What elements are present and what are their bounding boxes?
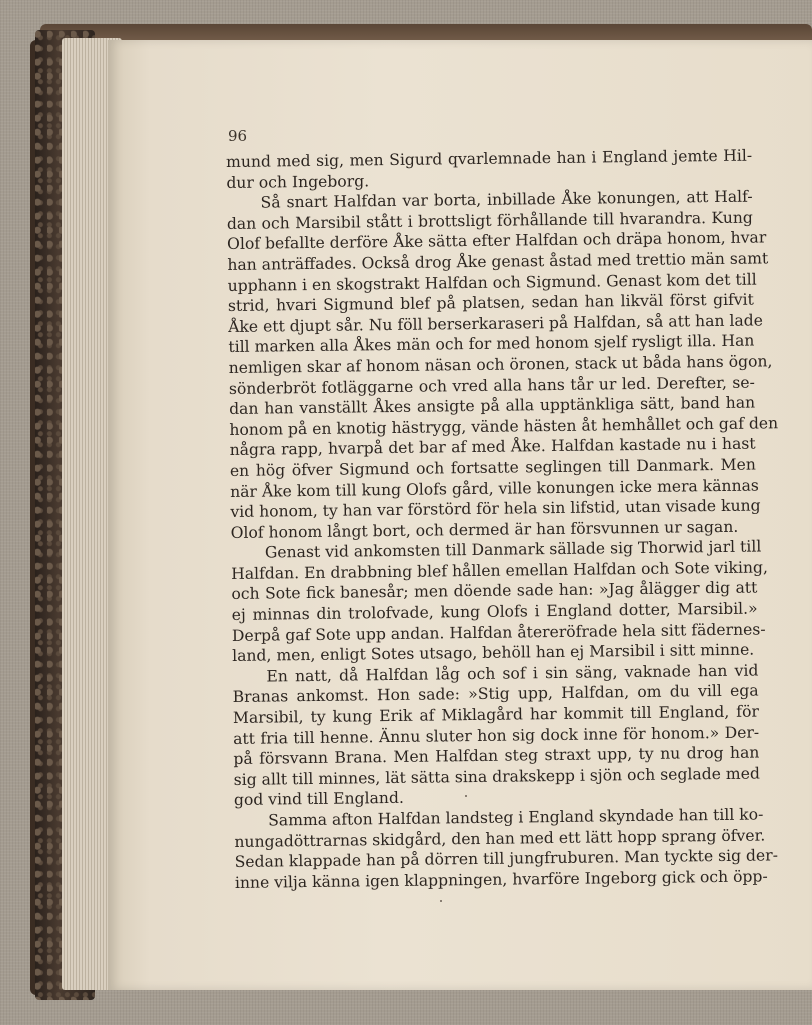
text-line: mund med sig, men Sigurd qvarlemnade han i England jemte Hil- bbox=[226, 146, 753, 171]
text-line: inne vilja känna igen klappningen, hvarföre Ingeborg gick och öpp- bbox=[234, 867, 768, 892]
text-line: Åke ett djupt sår. Nu föll berserkaraseri på Halfdan, så att han lade bbox=[228, 311, 764, 336]
text-line: Olof honom långt bort, och dermed är han försvunnen ur sagan. bbox=[230, 517, 739, 542]
text-line: när Åke kom till kung Olofs gård, ville konungen icke mera kännas bbox=[230, 476, 759, 501]
text-line: på försvann Brana. Men Halfdan steg straxt upp, ty nu drog han bbox=[233, 743, 760, 769]
text-line: Sedan klappade han på dörren till jungfruburen. Man tyckte sig der- bbox=[234, 846, 779, 872]
text-line: nungadöttrarnas skidgård, den han med ett lätt hopp sprang öfver. bbox=[234, 826, 766, 851]
text-line: han anträffades. Också drog Åke genast åstad med trettio män samt bbox=[227, 249, 769, 274]
text-line: vid honom, ty han var förstörd för hela sin lifstid, utan visade kung bbox=[230, 496, 761, 522]
text-line: Olof befallte derföre Åke sätta efter Halfdan och dräpa honom, hvar bbox=[227, 228, 767, 254]
text-line: Branas ankomst. Hon sade: »Stig upp, Halfdan, om du vill ega bbox=[232, 681, 759, 707]
text-line: strid, hvari Sigmund blef på platsen, sedan han likväl först gifvit bbox=[227, 290, 754, 316]
text-line: ej minnas din trolofvade, kung Olofs i England dotter, Marsibil.» bbox=[231, 599, 758, 625]
text-line: Derpå gaf Sote upp andan. Halfdan återeröfrade hela sitt fädernes- bbox=[231, 620, 766, 645]
text-line: god vind till England. bbox=[233, 789, 404, 810]
text-line: till marken alla Åkes män och for med honom sjelf rysligt illa. Han bbox=[228, 331, 755, 357]
text-line: en hög öfver Sigmund och fortsatte seglingen till Danmark. Men bbox=[229, 455, 756, 480]
text-line: sönderbröt fotläggarne och vred alla hans tår ur led. Derefter, se- bbox=[228, 373, 755, 398]
text-line: nemligen skar af honom näsan och öronen, stack ut båda hans ögon, bbox=[228, 352, 773, 377]
text-line: dan han vanställt Åkes ansigte på alla upptänkliga sätt, band han bbox=[229, 393, 756, 419]
text-line: upphann i en skogstrakt Halfdan och Sigmund. Genast kom det till bbox=[227, 270, 757, 295]
text-line: dur och Ingeborg. bbox=[226, 171, 370, 192]
text-line: några rapp, hvarpå det bar af med Åke. Halfdan kastade nu i hast bbox=[229, 434, 756, 460]
text-line: att fria till henne. Ännu sluter hon sig dock inne för honom.» Der- bbox=[233, 723, 760, 748]
text-line: och Sote fick banesår; men döende sade han: »Jag ålägger dig att bbox=[231, 579, 758, 604]
text-line: Genast vid ankomsten till Danmark sällade sig Thorwid jarl till bbox=[264, 537, 762, 562]
paper-speck bbox=[440, 900, 442, 902]
text-line: land, men, enligt Sotes utsago, behöll han ej Marsibil i sitt minne. bbox=[232, 640, 755, 666]
text-line: Så snart Halfdan var borta, inbillade Åke konungen, att Half- bbox=[260, 187, 753, 212]
text-line: Samma afton Halfdan landsteg i England skyndade han till ko- bbox=[268, 805, 764, 830]
text-line: Marsibil, ty kung Erik af Miklagård har kommit till England, för bbox=[232, 702, 759, 727]
text-line: honom på en knotig hästrygg, vände hästen åt hemhållet och gaf den bbox=[229, 413, 779, 439]
text-line: En natt, då Halfdan låg och sof i sin säng, vaknade han vid bbox=[266, 661, 759, 686]
text-line: sig allt till minnes, lät sätta sina drakskepp i sjön och seglade med bbox=[233, 764, 760, 789]
body-text bbox=[226, 146, 779, 894]
paper-speck bbox=[465, 795, 467, 797]
text-line: Halfdan. En drabbning blef hållen emellan Halfdan och Sote viking, bbox=[231, 558, 768, 583]
page-number: 96 bbox=[228, 127, 248, 145]
text-line: dan och Marsibil stått i brottsligt förhållande till hvarandra. Kung bbox=[226, 208, 753, 233]
